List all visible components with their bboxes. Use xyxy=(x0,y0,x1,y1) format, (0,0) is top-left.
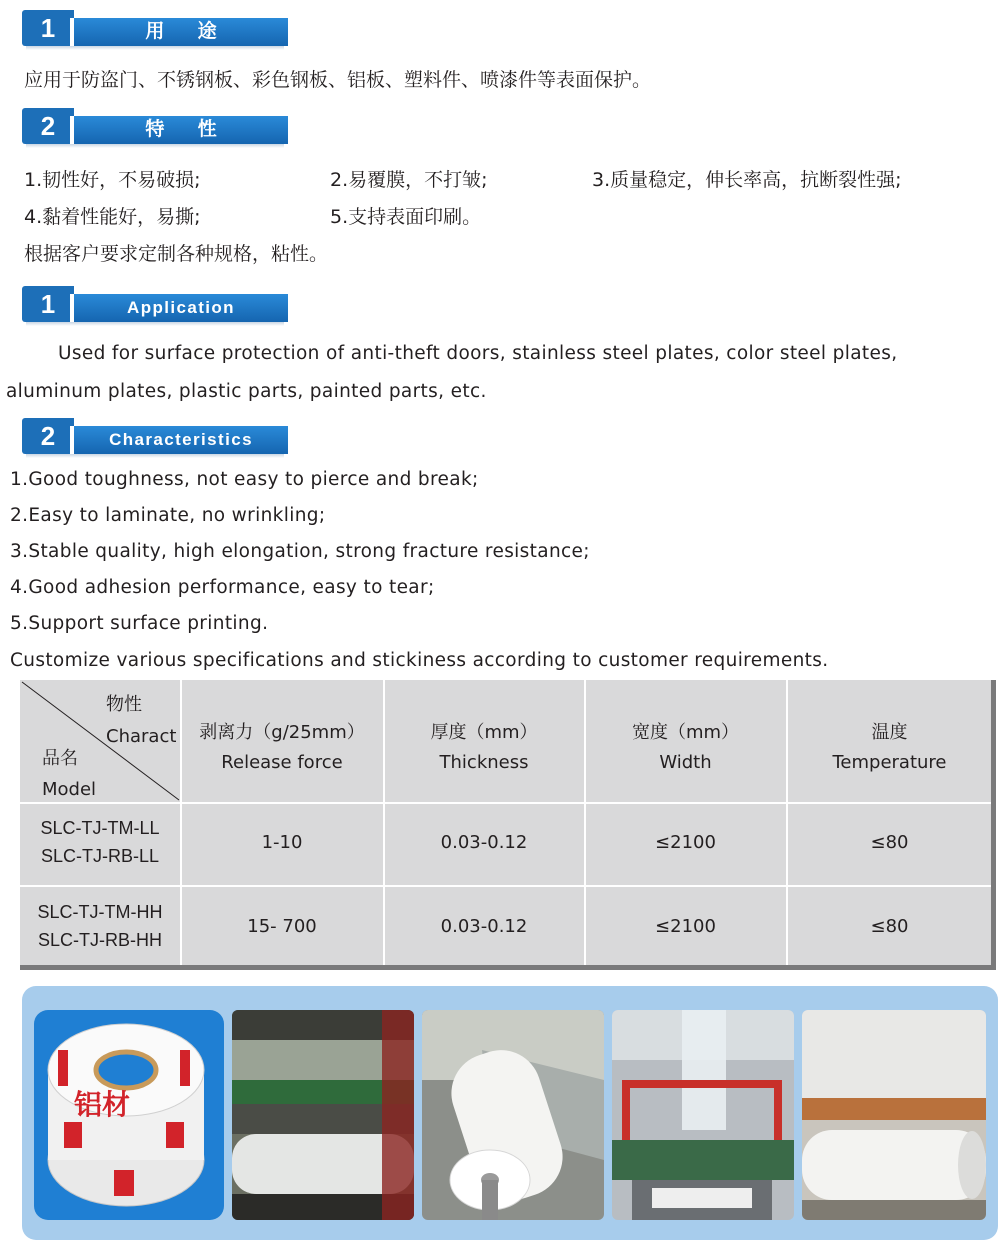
row-1-model-a: SLC-TJ-TM-LL xyxy=(40,818,160,838)
row-1-thickness: 0.03-0.12 xyxy=(440,832,528,853)
section-title-bar xyxy=(70,18,288,46)
characteristic-item-1: 1.Good toughness, not easy to pierce and break; xyxy=(10,469,479,490)
section-header-application xyxy=(22,286,284,322)
section-title-bar xyxy=(70,426,288,454)
header-temperature xyxy=(787,718,992,778)
photo-tape-roll xyxy=(34,1010,224,1220)
feature-item-3: 3.质量稳定，伸长率高，抗断裂性强; xyxy=(592,169,902,191)
section-header-characteristics xyxy=(22,418,284,454)
row-2-model-b: SLC-TJ-RB-HH xyxy=(38,930,162,950)
tape-roll-lettering: 铝材 xyxy=(74,1088,131,1121)
row-1-release: 1-10 xyxy=(261,832,303,853)
coating-machine-illustration xyxy=(232,1010,414,1220)
header-shadow xyxy=(26,322,284,326)
corner-model-cn: 品名 xyxy=(42,748,78,769)
section-header-features xyxy=(22,108,284,144)
row-1-temperature: ≤80 xyxy=(870,832,909,853)
section-title: 用 途 xyxy=(145,21,231,42)
section-title: 特 性 xyxy=(145,119,231,140)
header-shadow xyxy=(26,46,284,50)
header-release-force xyxy=(181,718,383,778)
photo-blown-film-line xyxy=(612,1010,794,1220)
characteristic-item-2: 2.Easy to laminate, no wrinkling; xyxy=(10,505,326,526)
characteristic-custom: Customize various specifications and stickiness according to customer requirements. xyxy=(10,650,829,671)
section-header-use xyxy=(22,10,284,46)
photo-coating-machine xyxy=(232,1010,414,1220)
header-shadow xyxy=(26,454,284,458)
row-2-width: ≤2100 xyxy=(655,916,716,937)
header-width xyxy=(585,718,786,778)
corner-property-cn: 物性 xyxy=(106,694,142,715)
header-shadow xyxy=(26,144,284,148)
characteristic-item-3: 3.Stable quality, high elongation, strong fracture resistance; xyxy=(10,541,590,562)
row-1-width: ≤2100 xyxy=(655,832,716,853)
section-title-bar xyxy=(70,294,288,322)
blown-film-illustration xyxy=(612,1010,794,1220)
table-divider xyxy=(20,885,991,887)
header-thickness-en: Thickness xyxy=(439,752,529,773)
section-number: 2 xyxy=(22,108,74,144)
header-release-force-cn: 剥离力（g/25mm） xyxy=(199,722,365,743)
section-title: Characteristics xyxy=(109,430,253,449)
header-temperature-cn: 温度 xyxy=(871,722,908,743)
spec-table xyxy=(20,680,996,970)
photo-film-rolls-storage xyxy=(802,1010,986,1220)
feature-custom: 根据客户要求定制各种规格，粘性。 xyxy=(24,243,329,265)
row-1-model xyxy=(20,814,180,870)
header-thickness-cn: 厚度（mm） xyxy=(430,722,538,743)
characteristic-item-4: 4.Good adhesion performance, easy to tear; xyxy=(10,577,435,598)
header-thickness xyxy=(384,718,584,778)
row-2-release: 15- 700 xyxy=(247,916,317,937)
corner-property-en: Charact xyxy=(106,726,177,747)
corner-model-en: Model xyxy=(42,779,97,800)
row-2-model xyxy=(20,898,180,954)
feature-item-5: 5.支持表面印刷。 xyxy=(330,206,482,228)
header-temperature-en: Temperature xyxy=(832,752,947,773)
header-width-en: Width xyxy=(659,752,712,773)
application-line-2: aluminum plates, plastic parts, painted parts, etc. xyxy=(6,381,487,402)
feature-item-1: 1.韧性好，不易破损; xyxy=(24,169,201,191)
characteristic-item-5: 5.Support surface printing. xyxy=(10,613,269,634)
section-number: 2 xyxy=(22,418,74,454)
row-1-model-b: SLC-TJ-RB-LL xyxy=(40,846,160,866)
film-roll-illustration xyxy=(422,1010,604,1220)
feature-item-2: 2.易覆膜，不打皱; xyxy=(330,169,488,191)
tape-roll-illustration xyxy=(34,1010,224,1220)
header-release-force-en: Release force xyxy=(221,752,343,773)
photo-film-roll xyxy=(422,1010,604,1220)
header-width-cn: 宽度（mm） xyxy=(631,722,740,743)
row-2-temperature: ≤80 xyxy=(870,916,909,937)
use-text: 应用于防盗门、不锈钢板、彩色钢板、铝板、塑料件、喷漆件等表面保护。 xyxy=(24,69,652,91)
section-number: 1 xyxy=(22,10,74,46)
section-title: Application xyxy=(127,298,235,317)
row-2-thickness: 0.03-0.12 xyxy=(440,916,528,937)
film-rolls-storage-illustration xyxy=(802,1010,986,1220)
row-2-model-a: SLC-TJ-TM-HH xyxy=(37,902,163,922)
section-title-bar xyxy=(70,116,288,144)
section-number: 1 xyxy=(22,286,74,322)
feature-item-4: 4.黏着性能好，易撕; xyxy=(24,206,201,228)
application-line-1: Used for surface protection of anti-theft doors, stainless steel plates, color steel plates, xyxy=(58,343,898,364)
